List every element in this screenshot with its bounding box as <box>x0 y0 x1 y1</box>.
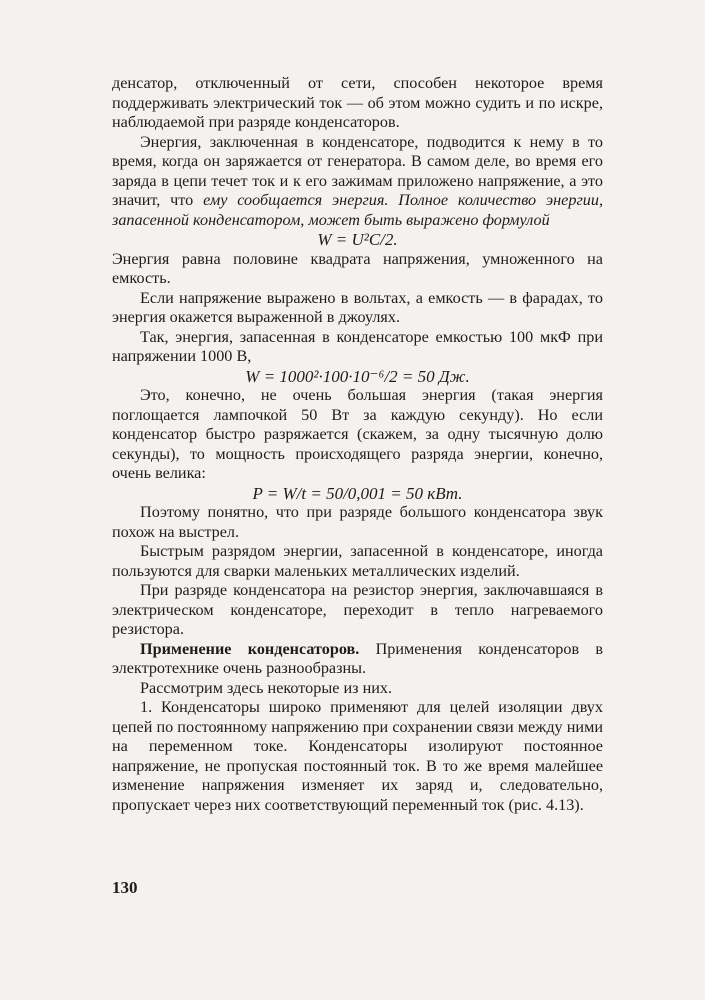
paragraph-12: 1. Конденсаторы широко применяют для целей изоляции двух цепей по постоянному напряжению при сохранении связи между ними на переменном токе. Конденсаторы изолируют постоянное напряжение, не пропуская постоянный ток. В то же время малейшее изменение напряжения изменяет их заряд и, следовательно, пропускает через них соответствующий переменный ток (рис. 4.13). <box>112 698 603 814</box>
formula-power: P = W/t = 50/0,001 = 50 кВт. <box>252 483 463 503</box>
body-text <box>112 74 603 815</box>
section-heading: Применение конденсаторов. <box>140 639 360 658</box>
paragraph-4: Если напряжение выражено в вольтах, а емкость — в фарадах, то энергия окажется выраженной в джоулях. <box>112 288 603 326</box>
formula-energy: W = U²C/2. <box>317 230 398 249</box>
paragraph-5: Так, энергия, запасенная в конденсаторе емкостью 100 мкФ при напряжении 1000 В, <box>112 327 603 365</box>
paragraph-2-italic: ему сообщается энергия. Полное количество энергии, запасенной конденсатором, может быть выражено формулой <box>112 191 603 229</box>
paragraph-7: Поэтому понятно, что при разряде большого конденсатора звук похож на выстрел. <box>112 503 603 541</box>
formula-energy-example: W = 1000²·100·10⁻⁶/2 = 50 Дж. <box>245 366 470 386</box>
paragraph-9: При разряде конденсатора на резистор энергия, заключавшаяся в электрическом конденсаторе, переходит в тепло нагреваемого резистора. <box>112 581 603 638</box>
page-number: 130 <box>112 878 138 897</box>
paragraph-1: денсатор, отключенный от сети, способен некоторое время поддерживать электрический ток — об этом можно судить и по искре, наблюдаемой при разряде конденсаторов. <box>112 74 603 131</box>
paragraph-10 <box>112 640 603 679</box>
paragraph-3: Энергия равна половине квадрата напряжения, умноженного на емкость. <box>112 249 603 287</box>
paragraph-11: Рассмотрим здесь некоторые из них. <box>140 678 393 697</box>
paragraph-2-text: Энергия, заключенная в конденсаторе, подводится к нему в то время, когда он заряжается от генератора. В самом деле, во время его заряда в цепи течет ток и к его зажимам приложено напряжение, а это значит, что <box>112 132 603 209</box>
paragraph-6: Это, конечно, не очень большая энергия (такая энергия поглощается лампочкой 50 Вт за каждую секунду). Но если конденсатор быстро разряжается (скажем, за одну тысячную долю секунды), то мощность происходящего разряда энергии, конечно, очень велика: <box>112 386 603 482</box>
paragraph-8: Быстрым разрядом энергии, запасенной в конденсаторе, иногда пользуются для сварки маленьких металлических изделий. <box>112 542 603 580</box>
paragraph-2 <box>112 133 603 231</box>
paragraph-10-text: Применения конденсаторов в электротехнике очень разнообразны. <box>112 639 603 677</box>
